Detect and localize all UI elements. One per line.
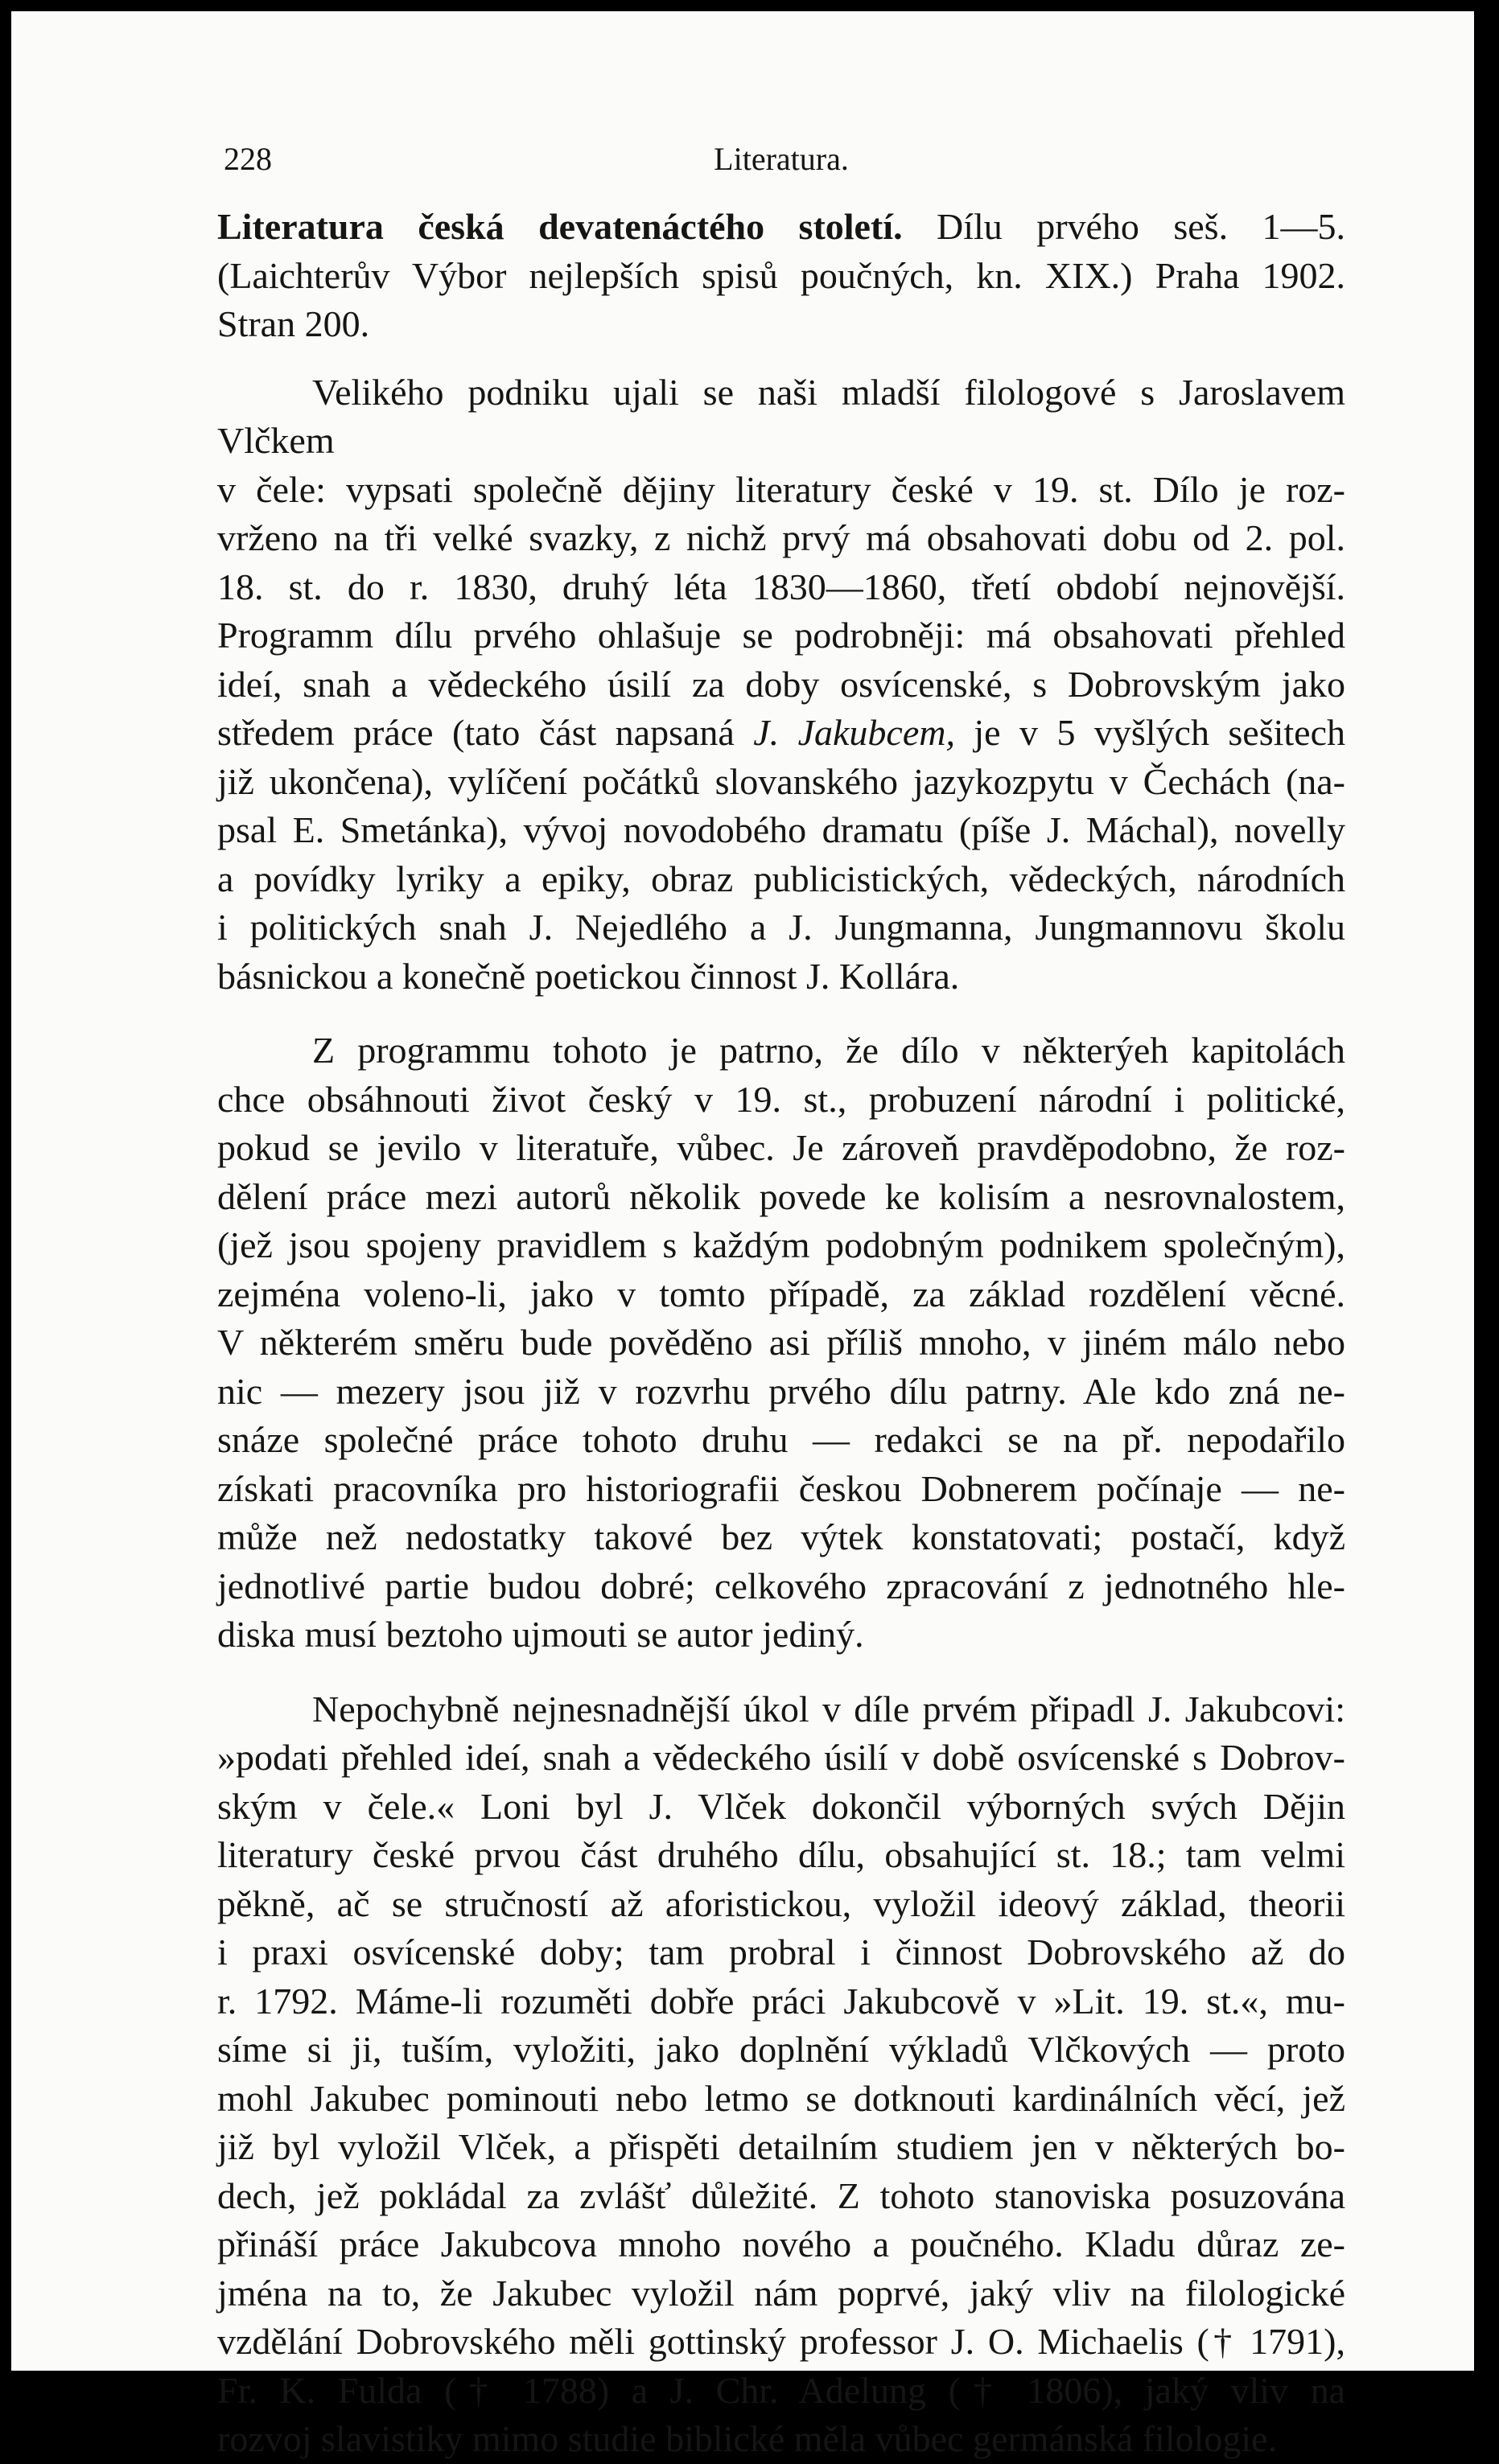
entry-line	[217, 203, 1345, 252]
text-segment: je v 5 vyšlých sešitech	[954, 712, 1345, 753]
text-line: jména na to, že Jakubec vyložil nám poprvé, jaký vliv na filologické	[217, 2272, 1345, 2314]
text-line: chce obsáhnouti život český v 19. st., probuzení národní i politické,	[217, 1078, 1345, 1120]
text-line: Z programmu tohoto je patrno, že dílo v některýeh kapitolách	[312, 1030, 1345, 1071]
text-line: ideí, snah a vědeckého úsilí za doby osvícenské, s Dobrovským jako	[217, 663, 1345, 705]
text-line: r. 1792. Máme-li rozuměti dobře práci Jakubcově v »Lit. 19. st.«, mu-	[217, 1980, 1345, 2022]
text-line: v čele: vypsati společně dějiny literatury české v 19. st. Dílo je roz-	[217, 468, 1345, 510]
text-line: může než nedostatky takové bez výtek konstatovati; postačí, když	[217, 1516, 1345, 1557]
book-page	[11, 11, 1474, 2459]
text-line: pěkně, ač se stručností až aforistickou, vyložil ideový základ, theorii	[217, 1882, 1345, 1924]
text-line: rozvoj slavistiky mimo studie biblické měla vůbec germánská filologie.	[217, 2418, 1278, 2459]
text-line: diska musí beztoho ujmouti se autor jediný.	[217, 1614, 864, 1655]
entry-volume: Dílu prvého seš. 1—5.	[937, 206, 1345, 247]
text-line: (jež jsou spojeny pravidlem s každým podobným podnikem společným),	[217, 1224, 1345, 1265]
text-line: již ukončena), vylíčení počátků slovanského jazykozpytu v Čechách (na-	[217, 760, 1345, 802]
text-line: snáze společné práce tohoto druhu — redakci se na př. nepodařilo	[217, 1419, 1345, 1460]
text-line: jednotlivé partie budou dobré; celkového zpracování z jednotného hle-	[217, 1565, 1345, 1606]
text-line: i politických snah J. Nejedlého a J. Jungmanna, Jungmannovu školu	[217, 907, 1345, 948]
text-line: přináší práce Jakubcova mnoho nového a poučného. Kladu důraz ze-	[217, 2223, 1345, 2264]
text-line: Velikého podniku ujali se naši mladší filologové s Jaroslavem Vlčkem	[217, 371, 1345, 461]
text-segment: středem práce (tato část napsaná	[217, 712, 754, 753]
text-line: vrženo na tři velké svazky, z nichž prvý má obsahovati dobu od 2. pol.	[217, 517, 1345, 558]
paragraph-3	[217, 1685, 1345, 2464]
text-line: mohl Jakubec pominouti nebo letmo se dotknouti kardinálních věcí, jež	[217, 2077, 1345, 2119]
text-block	[217, 132, 1345, 2464]
text-line: »podati přehled ideí, snah a vědeckého úsilí v době osvícenské s Dobrov-	[217, 1737, 1345, 1778]
text-line: síme si ji, tuším, vyložiti, jako doplnění výkladů Vlčkových — proto	[217, 2029, 1345, 2070]
text-line: literatury české prvou část druhého dílu, obsahující st. 18.; tam velmi	[217, 1834, 1345, 1875]
text-line: získati pracovníka pro historiografii českou Dobnerem počínaje — ne-	[217, 1467, 1345, 1509]
text-line: nic — mezery jsou již v rozvrhu prvého dílu patrny. Ale kdo zná ne-	[217, 1370, 1345, 1412]
text-line: dech, jež pokládal za zvlášť důležité. Z tohoto stanoviska posuzována	[217, 2174, 1345, 2216]
text-line: a povídky lyriky a epiky, obraz publicistických, vědeckých, národních	[217, 858, 1345, 899]
paragraph-1	[217, 368, 1345, 1002]
text-line: Fr. K. Fulda († 1788) a J. Chr. Adelung († 1806), jaký vliv na	[217, 2369, 1345, 2411]
text-line: dělení práce mezi autorů několik povede ke kolisím a nesrovnalostem,	[217, 1175, 1345, 1217]
text-line: V některém směru bude pověděno asi příliš mnoho, v jiném málo nebo	[217, 1322, 1345, 1363]
text-line: vzdělání Dobrovského měli gottinský professor J. O. Michaelis († 1791),	[217, 2321, 1345, 2362]
text-line: již byl vyložil Vlček, a přispěti detailním studiem jen v některých bo-	[217, 2126, 1345, 2167]
entry-line: Stran 200.	[217, 303, 370, 344]
running-head	[217, 132, 1345, 187]
text-line: Nepochybně nejnesnadnější úkol v díle prvém připadl J. Jakubcovi:	[312, 1688, 1345, 1730]
author-name-italic: J. Jakubcem,	[753, 712, 955, 753]
text-line: pokud se jevilo v literatuře, vůbec. Je zároveň pravděpodobno, že roz-	[217, 1127, 1345, 1168]
text-line: 18. st. do r. 1830, druhý léta 1830—1860, třetí období nejnovější.	[217, 566, 1345, 607]
bibliographic-entry	[217, 203, 1345, 349]
text-line: psal E. Smetánka), vývoj novodobého dramatu (píše J. Máchal), novelly	[217, 809, 1345, 850]
text-line: zejména voleno-li, jako v tomto případě, za základ rozdělení věcné.	[217, 1273, 1345, 1314]
page-number: 228	[224, 141, 272, 177]
text-line: básnickou a konečně poetickou činnost J. Kollára.	[217, 955, 960, 997]
text-line	[217, 709, 1345, 758]
paragraph-2	[217, 1026, 1345, 1660]
entry-title: Literatura česká devatenáctého století.	[217, 206, 903, 247]
text-line: Programm dílu prvého ohlašuje se podrobněji: má obsahovati přehled	[217, 615, 1345, 656]
text-line: ským v čele.« Loni byl J. Vlček dokončil výborných svých Dějin	[217, 1785, 1345, 1827]
entry-line: (Laichterův Výbor nejlepších spisů poučných, kn. XIX.) Praha 1902.	[217, 254, 1345, 296]
text-line: i praxi osvícenské doby; tam probral i činnost Dobrovského až do	[217, 1931, 1345, 1972]
running-title: Literatura.	[714, 141, 849, 177]
